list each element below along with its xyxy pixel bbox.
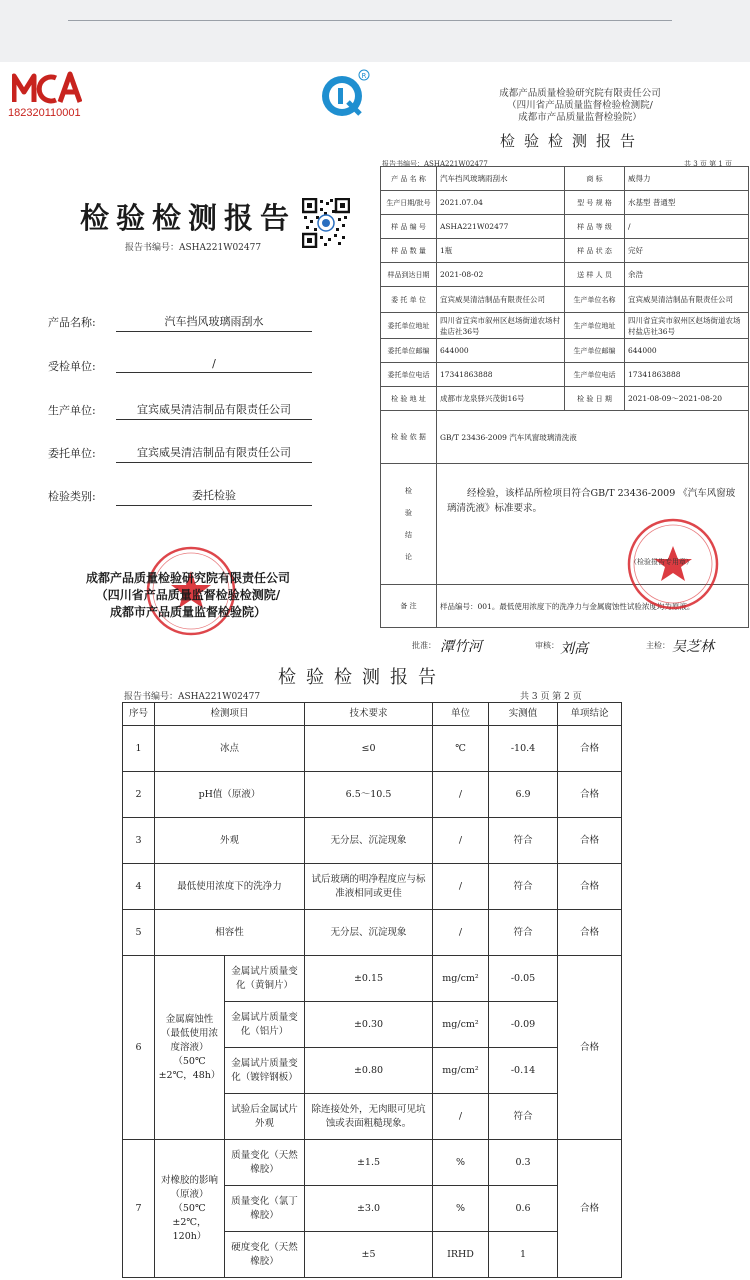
row-item: 最低使用浓度下的洗净力 — [155, 864, 305, 910]
page1-info-value: ASHA221W02477 — [437, 215, 565, 239]
field-value-producer: 宜宾威昊清洁制品有限责任公司 — [116, 401, 312, 420]
row-requirement: 试后玻璃的明净程度应与标准液相同或更佳 — [305, 864, 433, 910]
table-row — [123, 818, 622, 864]
page1-info-value: 四川省宜宾市叙州区赵场街道农场村盐店社36号 — [437, 313, 565, 339]
row-unit: IRHD — [433, 1232, 489, 1278]
page1-info-label: 检 验 日 期 — [565, 387, 625, 411]
field-label-client: 委托单位: — [48, 447, 96, 460]
inspect-label: 主检： — [646, 641, 670, 650]
row-value: -0.05 — [489, 956, 558, 1002]
page1-info-label: 委托单位电话 — [381, 363, 437, 387]
row-value: -10.4 — [489, 726, 558, 772]
row-no: 7 — [123, 1140, 155, 1278]
page1-info-row — [381, 215, 749, 239]
row-result: 合格 — [558, 818, 622, 864]
field-label-product: 产品名称: — [48, 316, 96, 329]
page1-info-label: 样 品 数 量 — [381, 239, 437, 263]
page1-info-label: 生产单位电话 — [565, 363, 625, 387]
page1-info-label: 送 样 人 员 — [565, 263, 625, 287]
header-item: 检测项目 — [155, 703, 305, 726]
page1-info-label: 商 标 — [565, 167, 625, 191]
page1-info-value: 汽车挡风玻璃雨刮水 — [437, 167, 565, 191]
inspect-signature: 吴芝林 — [672, 639, 714, 655]
row-result: 合格 — [558, 772, 622, 818]
row-value: 0.3 — [489, 1140, 558, 1186]
page1-info-value: 17341863888 — [625, 363, 749, 387]
page1-stamp-caption: （检验报告专用章） — [630, 558, 693, 566]
row-unit: / — [433, 1094, 489, 1140]
cma-logo — [12, 68, 82, 110]
row-value: 6.9 — [489, 772, 558, 818]
qi-logo — [318, 68, 372, 122]
row-no: 4 — [123, 864, 155, 910]
page2-report-number: 报告书编号：ASHA221W02477 — [124, 692, 261, 702]
table-row — [123, 910, 622, 956]
row-requirement: ±5 — [305, 1232, 433, 1278]
page1-info-row — [381, 363, 749, 387]
cover-title: 检验检测报告 — [80, 201, 297, 235]
page1-basis-value: GB/T 23436-2009 汽车风窗玻璃清洗液 — [437, 411, 749, 464]
approve-label: 批准： — [412, 641, 436, 650]
page1-info-value: 2021-08-02 — [437, 263, 565, 287]
page1-info-value: 成都市龙泉驿兴茂街16号 — [437, 387, 565, 411]
row-value: -0.09 — [489, 1002, 558, 1048]
row-value: 0.6 — [489, 1186, 558, 1232]
row-unit: mg/cm² — [433, 1002, 489, 1048]
page1-info-value: 644000 — [437, 339, 565, 363]
page1-info-value: 17341863888 — [437, 363, 565, 387]
row-item: pH值（原液） — [155, 772, 305, 818]
table-row — [123, 864, 622, 910]
row-unit: / — [433, 772, 489, 818]
row-sub-item: 试验后金属试片外观 — [225, 1094, 305, 1140]
page1-info-value: 四川省宜宾市叙州区赵场街道农场村盐店社36号 — [625, 313, 749, 339]
field-value-client: 宜宾威昊清洁制品有限责任公司 — [116, 444, 312, 463]
page1-info-label: 产 品 名 称 — [381, 167, 437, 191]
row-value: 符合 — [489, 910, 558, 956]
row-item-group: 对橡胶的影响（原液）（50℃±2℃，120h） — [155, 1140, 225, 1278]
row-sub-item: 硬度变化（天然橡胶） — [225, 1232, 305, 1278]
page1-info-row — [381, 167, 749, 191]
page2-results-table — [122, 702, 622, 1278]
page1-conclusion-text: 经检验，该样品所检项目符合GB/T 23436-2009 《汽车风窗玻璃清洗液》标准要求。 — [447, 488, 736, 514]
page1-info-value: 余浩 — [625, 263, 749, 287]
page1-org-line-1: 成都产品质量检验研究院有限责任公司 — [499, 88, 661, 99]
table-row — [123, 772, 622, 818]
page1-info-row — [381, 339, 749, 363]
row-value: 符合 — [489, 818, 558, 864]
field-label-inspected-unit: 受检单位: — [48, 360, 96, 373]
page1-info-label: 委托单位邮编 — [381, 339, 437, 363]
page1-basis-label: 检 验 依 据 — [381, 411, 437, 464]
page1-info-value: 威得力 — [625, 167, 749, 191]
page1-info-label: 生产单位邮编 — [565, 339, 625, 363]
page1-conclusion-label — [381, 464, 437, 585]
page1-info-label: 检 验 地 址 — [381, 387, 437, 411]
row-requirement: ±1.5 — [305, 1140, 433, 1186]
review-label: 审核： — [535, 641, 559, 650]
page1-title: 检验检测报告 — [500, 132, 645, 150]
row-requirement: 除连接处外，无肉眼可见坑蚀或表面粗糙现象。 — [305, 1094, 433, 1140]
row-requirement: 无分层、沉淀现象 — [305, 910, 433, 956]
row-unit: mg/cm² — [433, 956, 489, 1002]
table-header-row — [123, 703, 622, 726]
row-requirement: ≤0 — [305, 726, 433, 772]
row-item: 外观 — [155, 818, 305, 864]
cover-report-number: 报告书编号：ASHA221W02477 — [125, 243, 262, 253]
row-no: 6 — [123, 956, 155, 1140]
page1-info-label: 样品到达日期 — [381, 263, 437, 287]
page1-info-value: 2021.07.04 — [437, 191, 565, 215]
row-sub-item: 质量变化（天然橡胶） — [225, 1140, 305, 1186]
cover-org-line-1: 成都产品质量检验研究院有限责任公司 — [85, 571, 290, 585]
row-requirement: 6.5～10.5 — [305, 772, 433, 818]
page1-info-row — [381, 191, 749, 215]
table-row — [123, 1140, 622, 1186]
page1-org-line-3: 成都市产品质量监督检验院） — [518, 112, 642, 123]
page1-info-value: / — [625, 215, 749, 239]
page1-info-value: 2021-08-09～2021-08-20 — [625, 387, 749, 411]
header-result: 单项结论 — [558, 703, 622, 726]
page1-conclusion-label-text: 检验结论 — [405, 487, 412, 561]
row-no: 2 — [123, 772, 155, 818]
field-label-category: 检验类别: — [48, 490, 96, 503]
divider — [68, 20, 672, 21]
page1-page-info: 共 3 页 第 1 页 — [684, 160, 733, 168]
row-unit: / — [433, 864, 489, 910]
review-signature: 刘高 — [560, 641, 588, 657]
svg-text:R: R — [361, 72, 367, 80]
row-sub-item: 金属试片质量变化（镀锌钢板） — [225, 1048, 305, 1094]
row-unit: / — [433, 910, 489, 956]
cover-org-line-2: （四川省产品质量监督检验检测院/ — [95, 588, 281, 602]
row-result: 合格 — [558, 864, 622, 910]
row-unit: % — [433, 1140, 489, 1186]
page1-info-label: 生产单位地址 — [565, 313, 625, 339]
row-result: 合格 — [558, 1140, 622, 1278]
field-value-product: 汽车挡风玻璃雨刮水 — [116, 313, 312, 332]
qr-code — [302, 198, 350, 252]
page1-info-value: 宜宾威昊清洁制品有限责任公司 — [437, 287, 565, 313]
field-value-category: 委托检验 — [116, 487, 312, 506]
page1-org-line-2: （四川省产品质量监督检验检测院/ — [507, 100, 653, 111]
row-value: 符合 — [489, 864, 558, 910]
page1-info-label: 委 托 单 位 — [381, 287, 437, 313]
field-label-producer: 生产单位: — [48, 404, 96, 417]
page1-info-label: 样 品 编 号 — [381, 215, 437, 239]
header-unit: 单位 — [433, 703, 489, 726]
row-value: -0.14 — [489, 1048, 558, 1094]
page1-info-row — [381, 313, 749, 339]
table-row — [123, 726, 622, 772]
row-no: 5 — [123, 910, 155, 956]
row-sub-item: 质量变化（氯丁橡胶） — [225, 1186, 305, 1232]
field-value-inspected-unit: / — [116, 357, 312, 373]
row-unit: / — [433, 818, 489, 864]
page1-basis-row — [381, 411, 749, 464]
page1-note-text: 样品编号：001。最低使用浓度下的洗净力与金属腐蚀性试验浓度均为原液。 — [437, 585, 749, 628]
row-no: 1 — [123, 726, 155, 772]
row-requirement: ±0.15 — [305, 956, 433, 1002]
row-sub-item: 金属试片质量变化（铝片） — [225, 1002, 305, 1048]
cma-number: 182320110001 — [8, 107, 81, 119]
table-row — [123, 956, 622, 1002]
row-requirement: ±3.0 — [305, 1186, 433, 1232]
page1-note-label: 备 注 — [381, 585, 437, 628]
page1-report-number: 报告书编号：ASHA221W02477 — [382, 160, 488, 168]
row-unit: ℃ — [433, 726, 489, 772]
page1-info-label: 样 品 状 态 — [565, 239, 625, 263]
cover-org-line-3: 成都市产品质量监督检验院） — [109, 605, 266, 619]
row-unit: % — [433, 1186, 489, 1232]
page1-info-row — [381, 287, 749, 313]
header-value: 实测值 — [489, 703, 558, 726]
row-result: 合格 — [558, 910, 622, 956]
top-band — [0, 0, 750, 62]
page1-info-value: 水基型 普通型 — [625, 191, 749, 215]
approve-signature: 潭竹河 — [440, 639, 482, 655]
row-item: 相容性 — [155, 910, 305, 956]
row-result: 合格 — [558, 956, 622, 1140]
row-item-group: 金属腐蚀性（最低使用浓度溶液）（50℃±2℃，48h） — [155, 956, 225, 1140]
row-result: 合格 — [558, 726, 622, 772]
row-value: 1 — [489, 1232, 558, 1278]
row-requirement: ±0.30 — [305, 1002, 433, 1048]
page1-info-row — [381, 239, 749, 263]
header-requirement: 技术要求 — [305, 703, 433, 726]
row-value: 符合 — [489, 1094, 558, 1140]
row-requirement: ±0.80 — [305, 1048, 433, 1094]
row-no: 3 — [123, 818, 155, 864]
page1-info-value: 宜宾威昊清洁制品有限责任公司 — [625, 287, 749, 313]
page1-info-label: 委托单位地址 — [381, 313, 437, 339]
row-unit: mg/cm² — [433, 1048, 489, 1094]
page1-info-row — [381, 387, 749, 411]
page1-info-label: 型 号 规 格 — [565, 191, 625, 215]
row-requirement: 无分层、沉淀现象 — [305, 818, 433, 864]
row-sub-item: 金属试片质量变化（黄铜片） — [225, 956, 305, 1002]
page1-info-value: 1瓶 — [437, 239, 565, 263]
page1-info-value: 644000 — [625, 339, 749, 363]
page1-info-value: 完好 — [625, 239, 749, 263]
page1-info-label: 生产日期/批号 — [381, 191, 437, 215]
page2-page-info: 共 3 页 第 2 页 — [520, 692, 582, 702]
page1-info-row — [381, 263, 749, 287]
page1-info-label: 样 品 等 级 — [565, 215, 625, 239]
page2-title: 检验检测报告 — [278, 667, 446, 688]
header-no: 序号 — [123, 703, 155, 726]
page1-info-label: 生产单位名称 — [565, 287, 625, 313]
row-item: 冰点 — [155, 726, 305, 772]
